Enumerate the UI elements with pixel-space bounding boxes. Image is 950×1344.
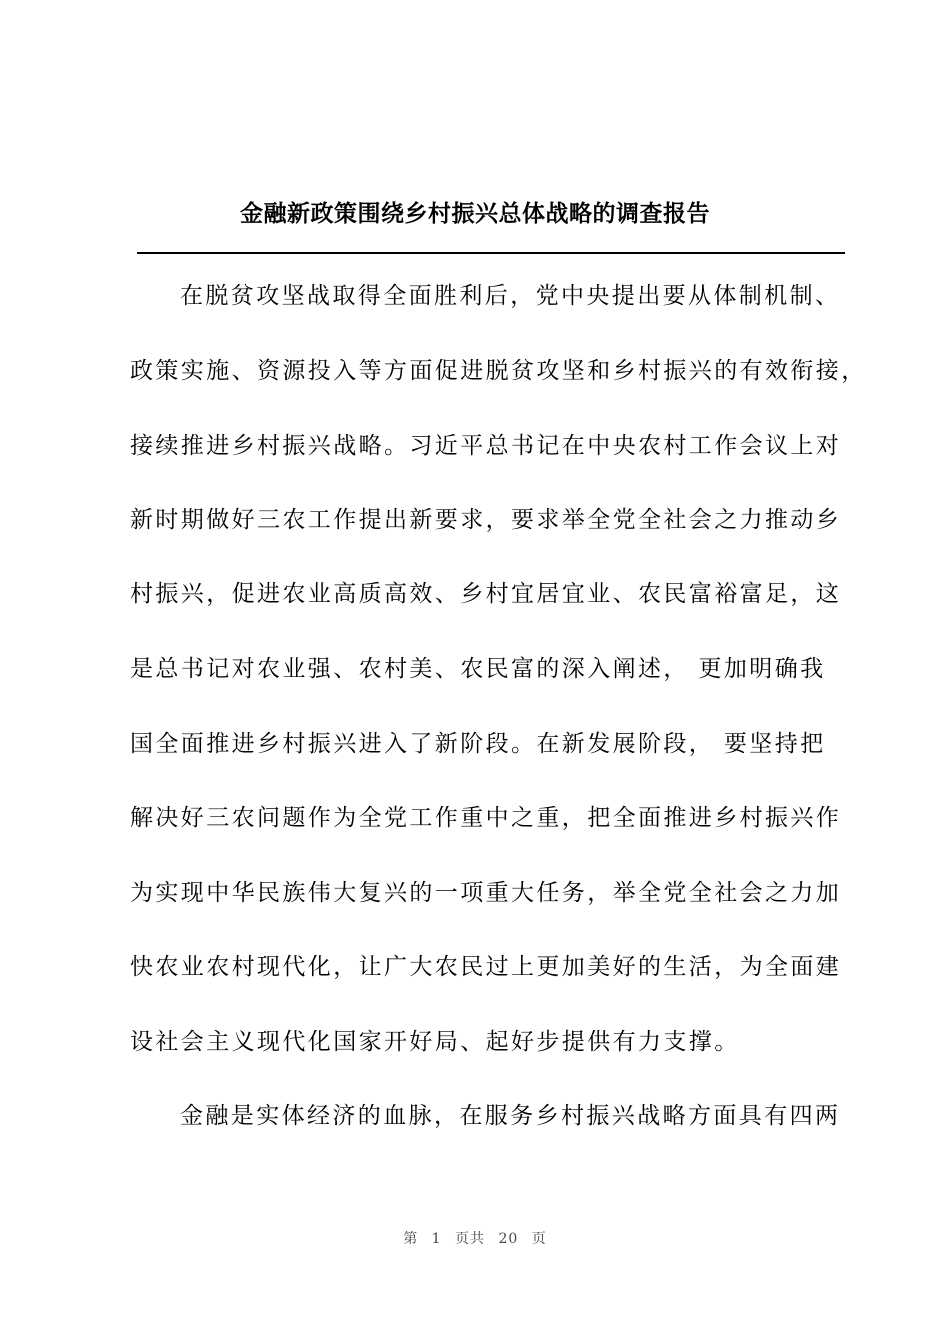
document-title: 金融新政策围绕乡村振兴总体战略的调查报告	[240, 201, 710, 227]
body-line: 是总书记对农业强、农村美、农民富的深入阐述， 更加明确我	[130, 656, 826, 682]
footer-suffix: 页	[531, 1231, 547, 1247]
footer-middle: 页共	[455, 1231, 486, 1247]
body-line: 政策实施、资源投入等方面促进脱贫攻坚和乡村振兴的有效衔接，	[130, 358, 867, 384]
body-line: 为实现中华民族伟大复兴的一项重大任务，举全党全社会之力加	[130, 880, 842, 906]
body-line: 在脱贫攻坚战取得全面胜利后，党中央提出要从体制机制、	[180, 283, 841, 309]
body-line: 金融是实体经济的血脉，在服务乡村振兴战略方面具有四两	[180, 1103, 841, 1129]
body-line: 设社会主义现代化国家开好局、起好步提供有力支撑。	[130, 1029, 740, 1055]
body-line: 国全面推进乡村振兴进入了新阶段。在新发展阶段， 要坚持把	[130, 731, 826, 757]
page-footer	[0, 1229, 950, 1249]
title-underline	[137, 252, 845, 254]
body-line: 解决好三农问题作为全党工作重中之重，把全面推进乡村振兴作	[130, 805, 842, 831]
body-line: 村振兴，促进农业高质高效、乡村宜居宜业、农民富裕富足，这	[130, 581, 842, 607]
body-line: 接续推进乡村振兴战略。习近平总书记在中央农村工作会议上对	[130, 433, 842, 459]
body-line: 快农业农村现代化，让广大农民过上更加美好的生活，为全面建	[130, 954, 842, 980]
footer-prefix: 第	[403, 1231, 419, 1247]
body-line: 新时期做好三农工作提出新要求，要求举全党全社会之力推动乡	[130, 507, 842, 533]
footer-current-page: 1	[431, 1231, 442, 1247]
footer-total-pages: 20	[498, 1231, 519, 1247]
